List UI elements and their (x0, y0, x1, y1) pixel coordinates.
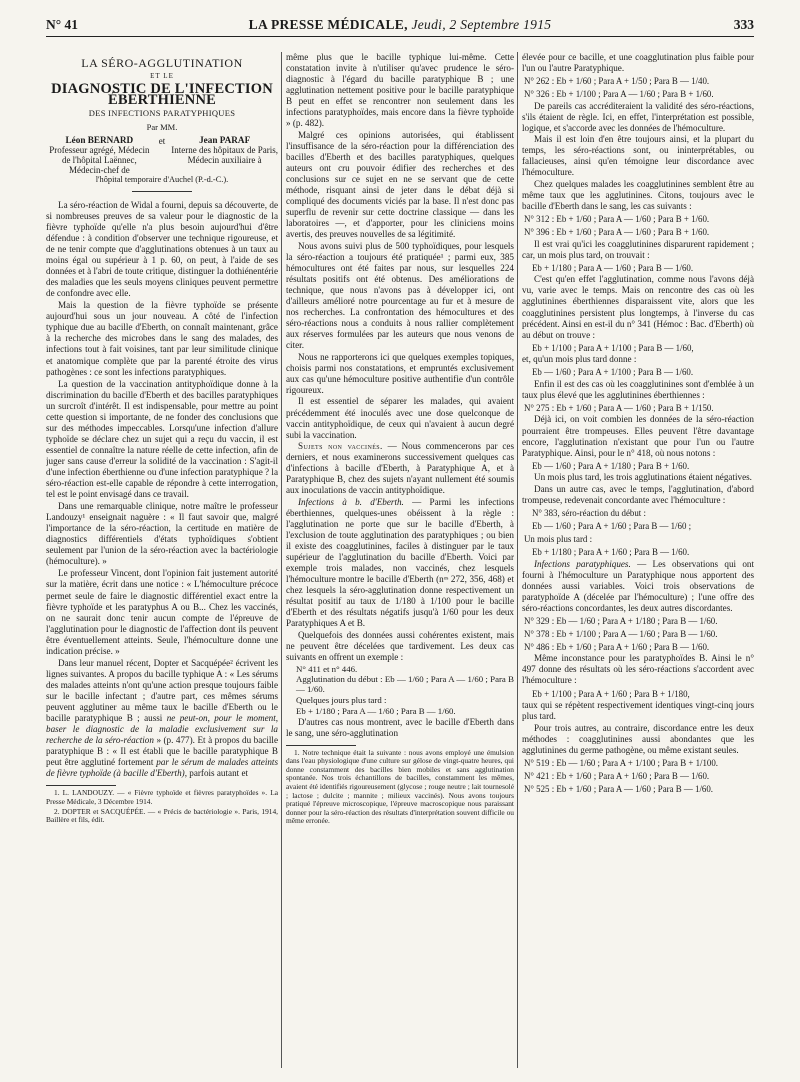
formula: N° 275 : Eb + 1/60 ; Para A — 1/60 ; Para B + 1/150. (524, 402, 714, 413)
title-et-le: ET LE (150, 72, 174, 81)
column-rule-1 (281, 52, 282, 1068)
formula: Eb — 1/60 ; Para A + 1/100 ; Para B — 1/60. (532, 367, 694, 378)
formula: N° 486 : Eb + 1/60 ; Para A + 1/60 ; Para B — 1/60. (524, 641, 710, 652)
author-1-name: Léon BERNARD (65, 135, 134, 146)
footnote-2: 2. DOPTER et SACQUÉPÉE. — « Précis de bactériologie ». Paris, 1914, Baillère et fils, édit. (46, 806, 278, 825)
column-3 (522, 52, 754, 1070)
authors-intro: Par MM. (146, 122, 178, 133)
author-2-name: Jean PARAF (199, 135, 251, 146)
journal-title-line (46, 17, 754, 33)
paragraph (286, 497, 514, 630)
formula: Eb + 1/100 ; Para A + 1/60 ; Para B + 1/180, (532, 688, 690, 699)
text-run: » (p. 477). Et à propos du bacille paratyphique B : « Il est établi que le bacille paratyphique B peut être agglutiné fortement (46, 735, 278, 768)
formula: N° 326 : Eb + 1/100 ; Para A — 1/60 ; Para B + 1/60. (524, 89, 714, 100)
paragraph: Nous ne rapporterons ici que quelques exemples topiques, choisis parmi nos constatations, et empruntés exclusivement aux cas qu'une hémoculture positive authentifie d'un contrôle rigoureux. (286, 351, 514, 395)
author-1-affiliation: Professeur agrégé, Médecin de l'hôpital Laënnec, Médecin-chef de (49, 145, 150, 176)
footnote-technique: 1. Notre technique était la suivante : nous avons employé une émulsion dans l'eau physiologique d'une culture sur gélose de vingt-quatre heures, qui donne constamment des bacilles bien mobiles et sans agglutination spontanée. Nos trois échantillons de bacilles, constamment les mêmes, avaient été identifiés rigoureusement (glycose ; rouge neutre ; lait tournesolé ; lactose ; dulcite ; mannite ; milieux vaccinés). Nous avons toujours pratiqué l'épreuve microscopique, l'épreuve macroscopique nous paraissant donner pour la séro-réaction des résultats d'interprétation souvent difficile ou même erronée. (286, 747, 514, 826)
formula: N° 262 : Eb + 1/60 ; Para A + 1/50 ; Para B — 1/40. (524, 76, 710, 87)
paragraph: Il est essentiel de séparer les malades, qui avaient précédemment été inoculés avec une dose quelconque de vaccin antityphoïdique, de ceux qui n'avaient à aucun degré subi la vaccination. (286, 396, 514, 440)
paragraph: même plus que le bacille typhique lui-même. Cette constatation invite à n'utiliser qu'avec prudence le séro-diagnostic à l'égard du bacille paratyphique B ; une agglutination nettement positive pour le bacille paratyphique B peut en effet se rencontrer non seulement dans les infections paratyphoïdes, mais encore dans la fièvre typhoïde » (p. 482). (286, 52, 514, 129)
paragraph: Le professeur Vincent, dont l'opinion fait justement autorité sur la matière, écrit dans une notice : « L'hémoculture précoce permet seule de faire le diagnostic différentiel exact entre la fièvre typhoïde et les paratyphus A ou B... Chez les vaccinés, on ne saurait donc tenir aucun compte de l'épreuve de l'agglutination pour le diagnostic de l'affection dont ils peuvent être éventuellement atteints. Seule, l'hémoculture donne une indication précise. » (46, 568, 278, 656)
paragraph: C'est qu'en effet l'agglutination, comme nous l'avons déjà vu, varie avec le temps. Mais on rencontre des cas où les agglutinines éberthiennes disparaissent vite, alors que les coagglutinines persistent plus longtemps, à l'inverse du cas précédent. Ainsi en est-il du n° 341 (Hémoc : Bac. d'Eberth) où au début on trouve : (522, 274, 754, 340)
formula: Eb + 1/100 ; Para A + 1/100 ; Para B — 1/60, (532, 342, 694, 353)
paragraph: Dans un autre cas, avec le temps, l'agglutination, d'abord trompeuse, redevenait concordante avec l'hémoculture : (522, 483, 754, 505)
paragraph: Mais il est loin d'en être toujours ainsi, et la plupart du temps, les séro-réactions sont, ou ininterprétables, ou fallacieuses, ainsi qu'en témoigne leur discordance avec l'hémoculture. (522, 134, 754, 178)
case-line: Quelques jours plus tard : (296, 695, 387, 706)
formula: N° 525 : Eb + 1/60 ; Para A — 1/60 ; Para B — 1/60. (524, 783, 714, 794)
paragraph: De pareils cas accréditeraient la validité des séro-réactions, s'ils étaient de règle. Ici, en effet, l'interprétation est possible, logique, et s'accorde avec les données de l'hémoculture. (522, 100, 754, 133)
paragraph: Déjà ici, on voit combien les données de la séro-réaction pourraient être trompeuses. Elles peuvent l'être davantage encore, l'agglutination n'existant que pour l'un ou l'autre Paratyphique. Ainsi, pour le n° 418, où nous notons : (522, 414, 754, 458)
formula: N° 378 : Eb + 1/100 ; Para A — 1/60 ; Para B — 1/60. (524, 628, 718, 639)
title-small: LA SÉRO-AGGLUTINATION (81, 56, 243, 70)
authors-and: et (158, 136, 166, 147)
paragraph: et, qu'un mois plus tard donne : (522, 354, 637, 365)
paragraph: Mais la question de la fièvre typhoïde se présente aujourd'hui sous un jour nouveau. A côté de l'infection typhique due au bacille d'Eberth, on connaît maintenant, grâce à la recherche des microbes dans le sang des malades, des infections tout à fait voisines, tant par leur similitude clinique et anatomique complète que par la parenté étroite des virus pathogènes : ce sont les infections paratyphiques. (46, 300, 278, 377)
paragraph: Nous avons suivi plus de 500 typhoïdiques, pour lesquels la séro-réaction a toujours été pratiquée¹ ; parmi eux, 385 hémocultures ont été faites par nous, sur lesquelles 224 résultats positifs ont été obtenus. Des améliorations de technique, que nous n'avons pas à développer ici, ont d'ailleurs amélioré notre pourcentage au fur et à mesure de nos recherches. La confrontation des hémocultures et des séro-réactions nous a conduits à nous rallier complètement aux réserves formulées par les auteurs que nous venons de citer. (286, 240, 514, 351)
formula: N° 312 : Eb + 1/60 ; Para A — 1/60 ; Para B + 1/60. (524, 214, 710, 225)
paragraph: Pour trois autres, au contraire, discordance entre les deux méthodes : coagglutinines aussi abondantes que les agglutinines du germe pathogène, ou même existant seules. (522, 722, 754, 755)
paragraph: D'autres cas nous montrent, avec le bacille d'Eberth dans le sang, une séro-agglutination (286, 716, 514, 738)
section-heading: Sujets non vaccinés. (298, 441, 383, 452)
italic-quote: par le sérum de malades atteints de fièvre typhoïde (à bacille d'Eberth), (46, 757, 278, 779)
author-1 (46, 135, 153, 175)
authors (46, 135, 278, 175)
footnote-1: 1. L. LANDOUZY. — « Fièvre typhoïde et fièvres paratyphoïdes ». La Presse Médicale, 3 Décembre 1914. (46, 788, 278, 806)
page-header (46, 14, 754, 37)
formula: N° 396 : Eb + 1/60 ; Para A — 1/60 ; Para B + 1/60. (524, 227, 710, 238)
formula: N° 383, séro-réaction du début : (532, 507, 646, 518)
paragraph: Quelquefois des données aussi cohérentes existent, mais ne peuvent être décelées que tardivement. Les deux cas suivants en offrent un exemple : (286, 629, 514, 663)
article-title-block (46, 58, 278, 192)
text-run: parfois autant et (189, 768, 249, 779)
paragraph: La séro-réaction de Widal a fourni, depuis sa découverte, de si nombreuses preuves de sa valeur pour le diagnostic de la fièvre typhoïde qu'elle n'a plus besoin aujourd'hui d'être défendue : à condition d'observer une technique rigoureuse, et de ne tenir compte que d'agglutinations obtenues à un taux au moins égal ou supérieur à 1 p. 60, on peut, à l'aide de ses données et à l'abri de toute critique, distinguer la dothiénentérie des maladies que les seuls moyens cliniques peuvent permettre de confondre avec elle. (46, 199, 278, 299)
formula: Eb — 1/60 ; Para A + 1/60 ; Para B — 1/60 ; (532, 520, 692, 531)
paragraph: Malgré ces opinions autorisées, qui établissent l'insuffisance de la séro-réaction pour la différenciation des bacilles d'Eberth et des bacilles paratyphiques, quelques auteurs ont cru pouvoir édifier des recherches et des conclusions sur ce sujet en ne se servant que de cette méthode, risquant ainsi de jeter dans le débat déjà si compliqué des documents viciés par la base. Il n'est donc pas superflu de revenir sur cette doctrine classique — dans les laboratoires —, et d'apporter, pour les cliniciens moins avertis, des preuves nouvelles de sa légitimité. (286, 129, 514, 240)
formula: N° 519 : Eb — 1/60 ; Para A + 1/100 ; Para B + 1/100. (524, 757, 719, 768)
footnote-rule (286, 745, 356, 746)
paragraph (46, 658, 278, 780)
paragraph: élevée pour ce bacille, et une coagglutination plus faible pour l'un ou l'autre Paratyphique. (522, 52, 754, 74)
paragraph (286, 441, 514, 496)
paragraph: Dans une remarquable clinique, notre maître le professeur Landouzy¹ enseignait naguère : « Il faut savoir que, malgré l'importance de la séro-réaction, la certitude en matière de diagnostics différentiels d'états typhoïdiques s'obtient seulement par l'union de la séro-réaction avec la bactériologie (hémoculture). » (46, 501, 278, 567)
column-1 (46, 56, 278, 1070)
author-2 (171, 135, 278, 175)
journal-name: LA PRESSE MÉDICALE, (248, 17, 408, 32)
paragraph: Chez quelques malades les coagglutinines semblent être au même taux que les agglutinines. Citons, toujours avec le bacille d'Eberth dans le sang, les cas suivants : (522, 179, 754, 212)
formula: Eb + 1/180 ; Para A + 1/60 ; Para B — 1/60. (532, 546, 690, 557)
author-2-affiliation: Interne des hôpitaux de Paris, Médecin auxiliaire à (171, 145, 278, 166)
shared-affiliation: l'hôpital temporaire d'Auchel (P.-d.-C.). (95, 175, 229, 185)
issue-number: N° 41 (46, 17, 79, 32)
article-subtitle: DES INFECTIONS PARATYPHIQUES (88, 108, 236, 119)
paragraph: La question de la vaccination antityphoïdique donne à la discrimination du bacille d'Eberth et des bacilles paratyphiques un surcroît d'intérêt. Il est indispensable, pour mettre au point cette question si importante, de ne fonder des conclusions que sur des méthodes impeccables. Lorsqu'une infection d'allure typhoïde se déclare chez un sujet qui a reçu du vaccin, il est essentiel de connaître la nature réelle de cette infection, afin de juger sans cause d'erreur la solidité de la vaccination : S'agit-il d'une infection éberthienne ou d'une infection paratyphique ? la séro-réaction est-elle capable de répondre à cette interrogation, tel est le point envisagé dans ce travail. (46, 378, 278, 500)
paragraph: Même inconstance pour les paratyphoïdes B. Ainsi le n° 497 donne des résultats où les séro-réactions s'accordent avec l'hémoculture : (522, 653, 754, 686)
section-heading: Infections à b. d'Eberth. (298, 496, 404, 507)
page-number: 333 (733, 17, 754, 32)
column-rule-2 (517, 52, 518, 1068)
italic-quote: ne peut-on, pour le moment, baser le diagnostic de la maladie exclusivement sur la recherche de la séro-réaction (46, 713, 278, 746)
title-divider (132, 191, 192, 192)
text-run: — Parmi les infections éberthiennes, quelques-unes obéissent à la règle : l'agglutination ne porte que sur le bacille d'Eberth, à l'exclusion de toute agglutination des paratyphiques ; ou bien il existe des coagglutinines, faciles à distinguer par le taux supérieur de l'agglutination du bacille d'Eberth. Voici par exemple trois malades, non vaccinés, chez lesquels l'hémoculture montre le bacille d'Eberth (nᵒˢ 272, 356, 468) et chez lesquels la séro-agglutination donne respectivement un résultat positif au taux de 1/180 à 1/100 pour le bacille d'Eberth et des résultats négatifs jusqu'à 1/60 pour les deux Paratyphiques A et B. (286, 496, 514, 629)
paragraph: taux qui se répètent respectivement identiques vingt-cinq jours plus tard. (522, 700, 754, 722)
text-run: — Les observations qui ont fourni à l'hémoculture un Paratyphique nous apportent des données aussi variables. Voici trois observations de paratyphoïde A (décelée par l'hémoculture) ; l'une offre des séro-réactions concordantes, les deux autres discordantes. (522, 558, 754, 613)
paragraph: Un mois plus tard, les trois agglutinations étaient négatives. (534, 472, 752, 483)
paragraph: Enfin il est des cas où les coagglutinines sont d'emblée à un taux plus élevé que les agglutinines éberthiennes : (522, 378, 754, 400)
formula: Eb — 1/60 ; Para A + 1/180 ; Para B + 1/60. (532, 460, 690, 471)
case-line: Agglutination du début : Eb — 1/60 ; Para A — 1/60 ; Para B — 1/60. (296, 674, 514, 695)
formula: N° 421 : Eb + 1/60 ; Para A + 1/60 ; Para B — 1/60. (524, 770, 710, 781)
formula: N° 329 : Eb — 1/60 ; Para A + 1/180 ; Para B — 1/60. (524, 615, 718, 626)
formula: Un mois plus tard : (524, 533, 593, 544)
column-2 (286, 52, 514, 1070)
case-line: Eb + 1/180 ; Para A — 1/60 ; Para B — 1/60. (296, 705, 456, 716)
footnote-rule (46, 785, 116, 786)
text-run: — Nous commencerons par ces derniers, et nous examinerons successivement quelques cas d'infections à bacille d'Eberth, à Paratyphique A, et à Paratyphique B, chez des sujets n'ayant nullement été soumis aux inoculations de vaccin antityphoïdique. (286, 441, 514, 496)
section-heading: Infections paratyphiques. (534, 558, 631, 569)
formula: Eb + 1/180 ; Para A — 1/60 ; Para B — 1/60. (532, 262, 694, 273)
issue-date: Jeudi, 2 Septembre 1915 (411, 17, 552, 32)
case-heading: N° 411 et n° 446. (296, 663, 358, 674)
paragraph (522, 559, 754, 614)
paragraph: Il est vrai qu'ici les coagglutinines disparurent rapidement ; car, un mois plus tard, on trouvait : (522, 238, 754, 260)
text-run: Dans leur manuel récent, Dopter et Sacquépée² écrivent les lignes suivantes. A propos du bacille typhique A : « Les sérums des malades atteints n'ont qu'une action presque toujours faible sur le bacille infectant ; d'autre part, ces mêmes sérums peuvent agglutiner au même taux le bacille d'Eberth ou le bacille paratyphique B ; aussi (46, 657, 278, 724)
article-title: DIAGNOSTIC DE L'INFECTION ÉBERTHIENNE (51, 81, 273, 109)
